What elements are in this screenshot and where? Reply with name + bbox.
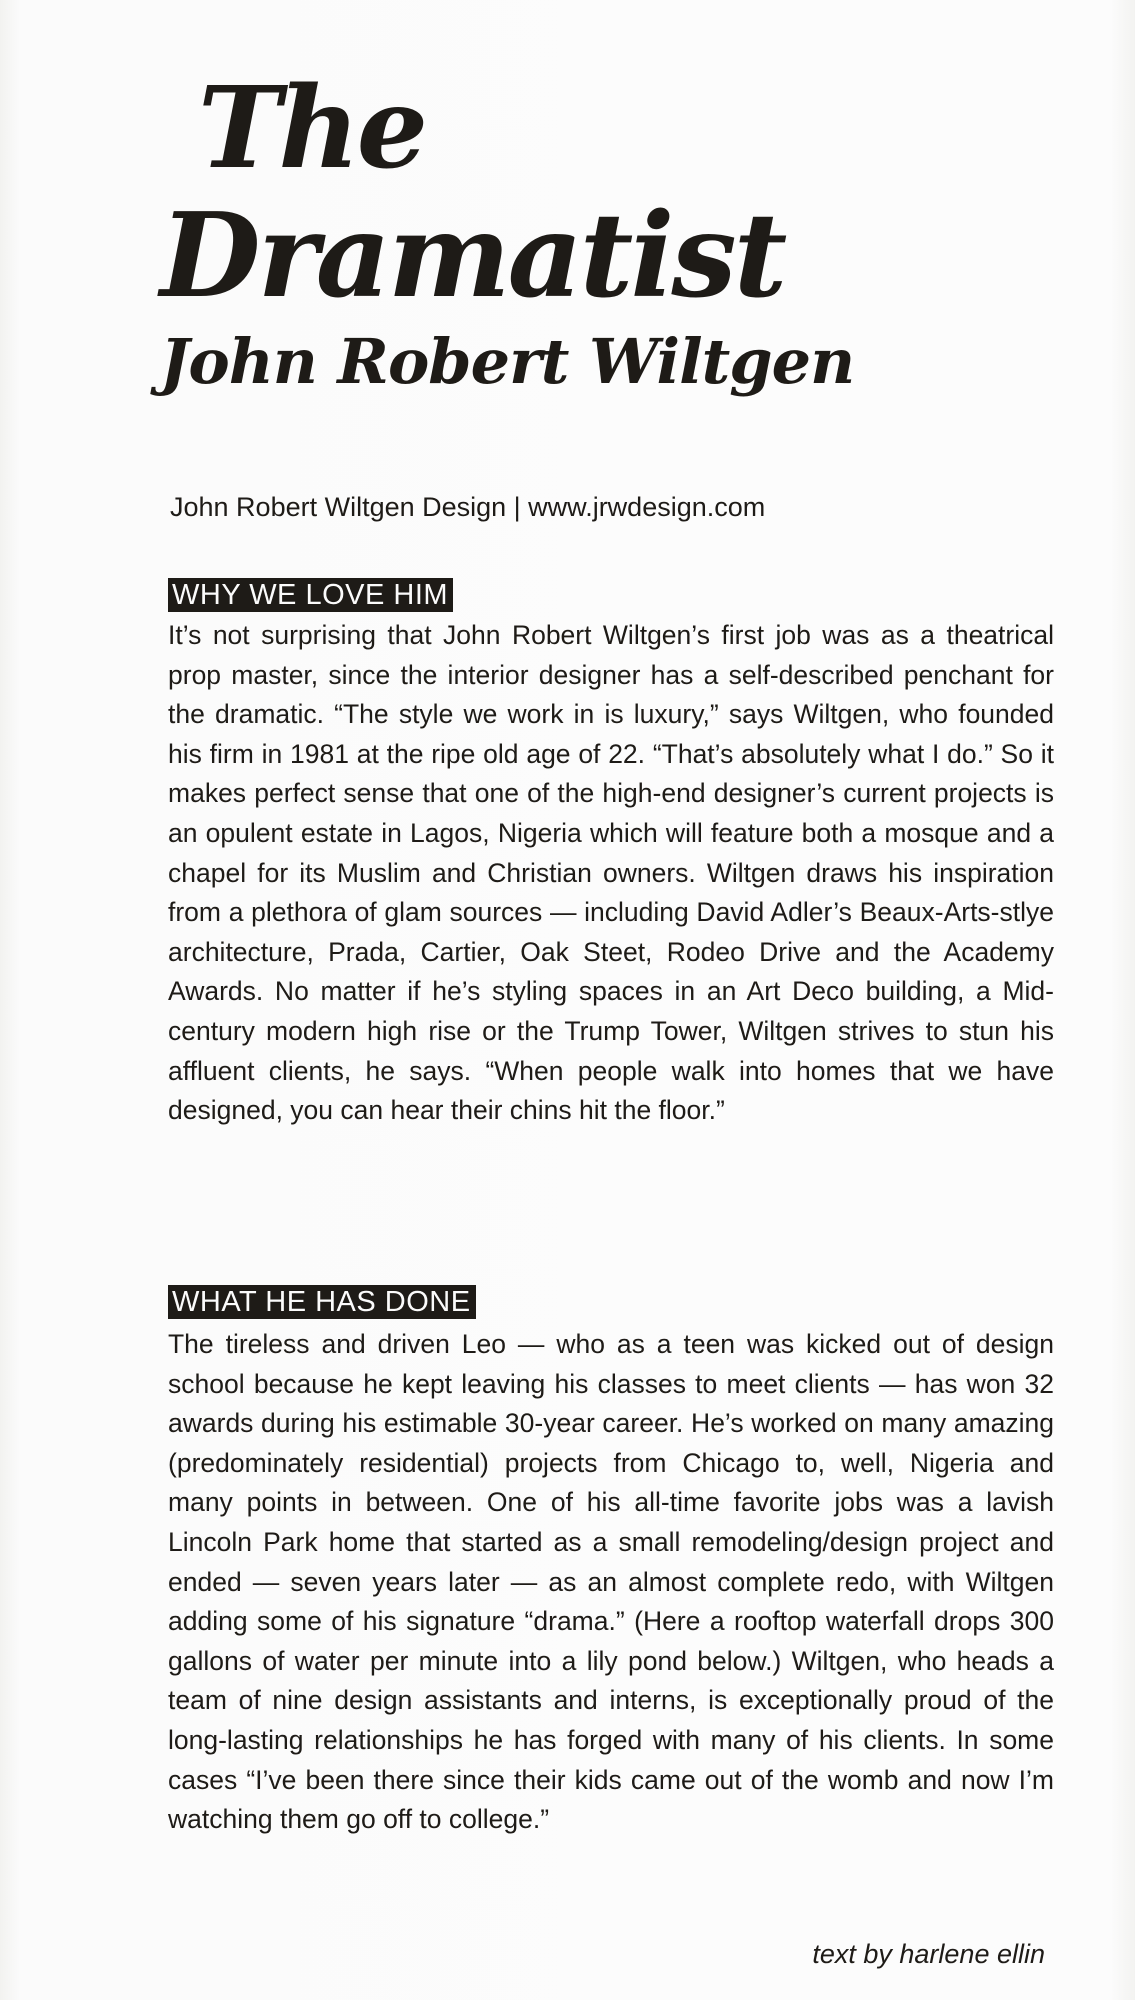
section-heading-why-we-love-him: WHY WE LOVE HIM [168,578,453,612]
page-title-line-2: Dramatist [160,188,785,324]
firm-info-line: John Robert Wiltgen Design | www.jrwdesign.com [170,492,766,522]
section-body-what-he-has-done: The tireless and driven Leo — who as a teen was kicked out of design school because he kept leaving his classes to meet clients — has won 32 awards during his estimable 30-year career. He’s worked on many amazing (predominately residential) projects from Chicago to, well, Nigeria and many points in between. One of his all-time favorite jobs was a lavish Lincoln Park home that started as a small remodeling/design project and ended — seven years later — as an almost complete redo, with Wiltgen adding some of his signature “drama.” (Here a rooftop waterfall drops 300 gallons of water per minute into a lily pond below.) Wiltgen, who heads a team of nine design assistants and interns, is exceptionally proud of the long-lasting relationships he has forged with many of his clients. In some cases “I’ve been there since their kids came out of the womb and now I’m watching them go off to college.” [168,1329,1054,1835]
author-credit: text by harlene ellin [812,1939,1045,1969]
section-heading-what-he-has-done: WHAT HE HAS DONE [168,1285,476,1319]
section-body-why-we-love-him: It’s not surprising that John Robert Wiltgen’s first job was as a theatrical prop master, since the interior designer has a self-described penchant for the dramatic. “The style we work in is luxury,” says Wiltgen, who founded his firm in 1981 at the ripe old age of 22. “That’s absolutely what I do.” So it makes perfect sense that one of the high-end designer’s current projects is an opulent estate in Lagos, Nigeria which will feature both a mosque and a chapel for its Muslim and Christian owners. Wiltgen draws his inspiration from a plethora of glam sources — including David Adler’s Beaux-Arts-stlye architecture, Prada, Cartier, Oak Steet, Rodeo Drive and the Academy Awards. No matter if he’s styling spaces in an Art Deco building, a Mid-century modern high rise or the Trump Tower, Wiltgen strives to stun his affluent clients, he says. “When people walk into homes that we have designed, you can hear their chins hit the floor.” [168,620,1054,1126]
designer-name-subtitle: John Robert Wiltgen [160,325,855,398]
title-block [160,63,1060,402]
page-title-line-1: The [198,63,426,194]
